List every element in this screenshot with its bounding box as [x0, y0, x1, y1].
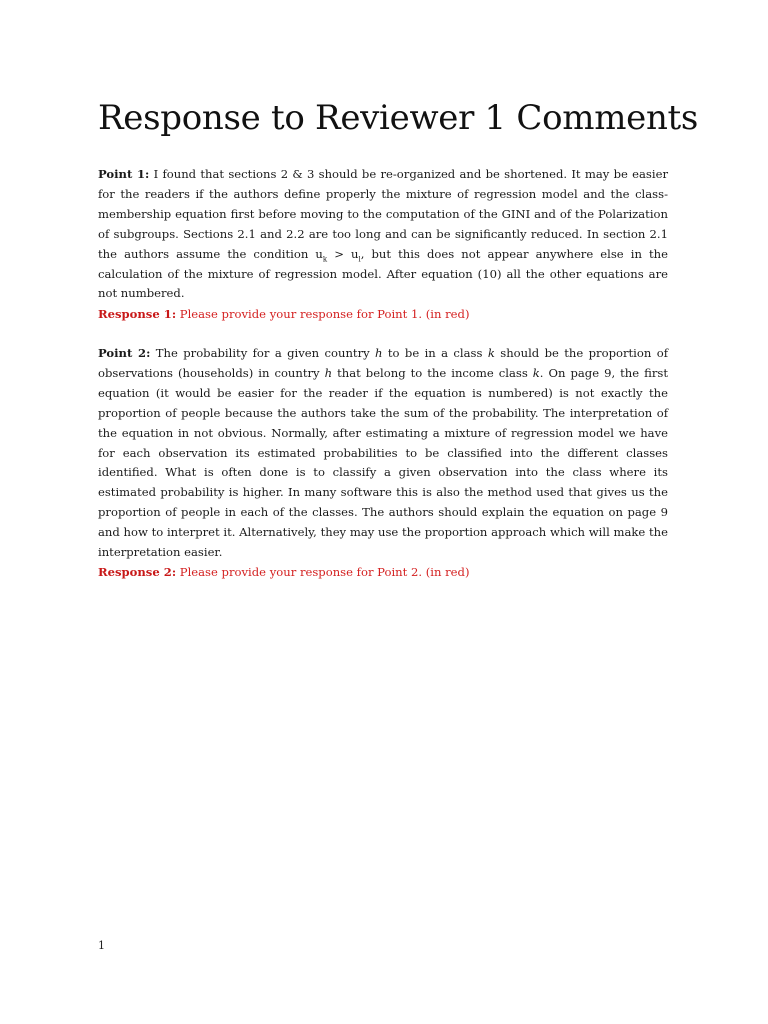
- var-k-2: k: [532, 365, 540, 380]
- point-1-text-a: I found that sections 2 & 3 should be re-organized and be shortened. It may be easier for the readers if the authors define properly the mixture of regression model and the class-membership equation first before moving to the computation of the GINI and of the Polarization of subgroups. Sections 2.1 and 2.2 are too long and can be significantly reduced. In section 2.1 the authors assume the condition u: [98, 167, 668, 261]
- var-k-1: k: [487, 346, 495, 360]
- point-2-text-d: that belong to the income class: [332, 365, 533, 380]
- var-h-2: h: [324, 365, 333, 380]
- response-1-paragraph[interactable]: [98, 305, 668, 325]
- point-1-text-b: > u: [327, 246, 359, 261]
- point-2-text-c: should be the proportion of observations (households) in country: [98, 346, 668, 380]
- point-1-paragraph: [98, 165, 668, 304]
- response-1-label: Response 1:: [98, 307, 177, 321]
- point-2-paragraph: [98, 344, 668, 563]
- point-1-label: Point 1:: [98, 167, 150, 181]
- point-1-text-c: , but this does not appear anywhere else in the calculation of the mixture of regression model. After equation (10) all the other equations are not numbered.: [98, 246, 668, 301]
- response-1-text[interactable]: Please provide your response for Point 1. (in red): [176, 307, 470, 321]
- subscript-k: k: [322, 254, 328, 263]
- point-2-label: Point 2:: [98, 346, 151, 360]
- subscript-l: l: [358, 254, 361, 263]
- response-2-label: Response 2:: [98, 565, 177, 579]
- page-title: Response to Reviewer 1 Comments: [98, 98, 699, 138]
- var-h-1: h: [375, 346, 383, 360]
- point-2-text-a: The probability for a given country: [150, 346, 376, 360]
- response-2-text[interactable]: Please provide your response for Point 2. (in red): [176, 565, 470, 579]
- page-number: 1: [98, 939, 105, 952]
- point-2-text-e: . On page 9, the first equation (it would be easier for the reader if the equation is numbered) is not exactly the proportion of people because the authors take the sum of the probability. The interpretation of the equation in not obvious. Normally, after estimating a mixture of regression model we have for each observation its estimated probabilities to be classified into the different classes identified. What is often done is to classify a given observation into the class where its estimated probability is higher. In many software this is also the method used that gives us the proportion of people in each of the classes. The authors should explain the equation on page 9 and how to interpret it. Alternatively, they may use the proportion approach which will make the interpretation easier.: [98, 365, 668, 560]
- point-2-text-b: to be in a class: [382, 346, 488, 360]
- response-2-paragraph[interactable]: [98, 563, 668, 583]
